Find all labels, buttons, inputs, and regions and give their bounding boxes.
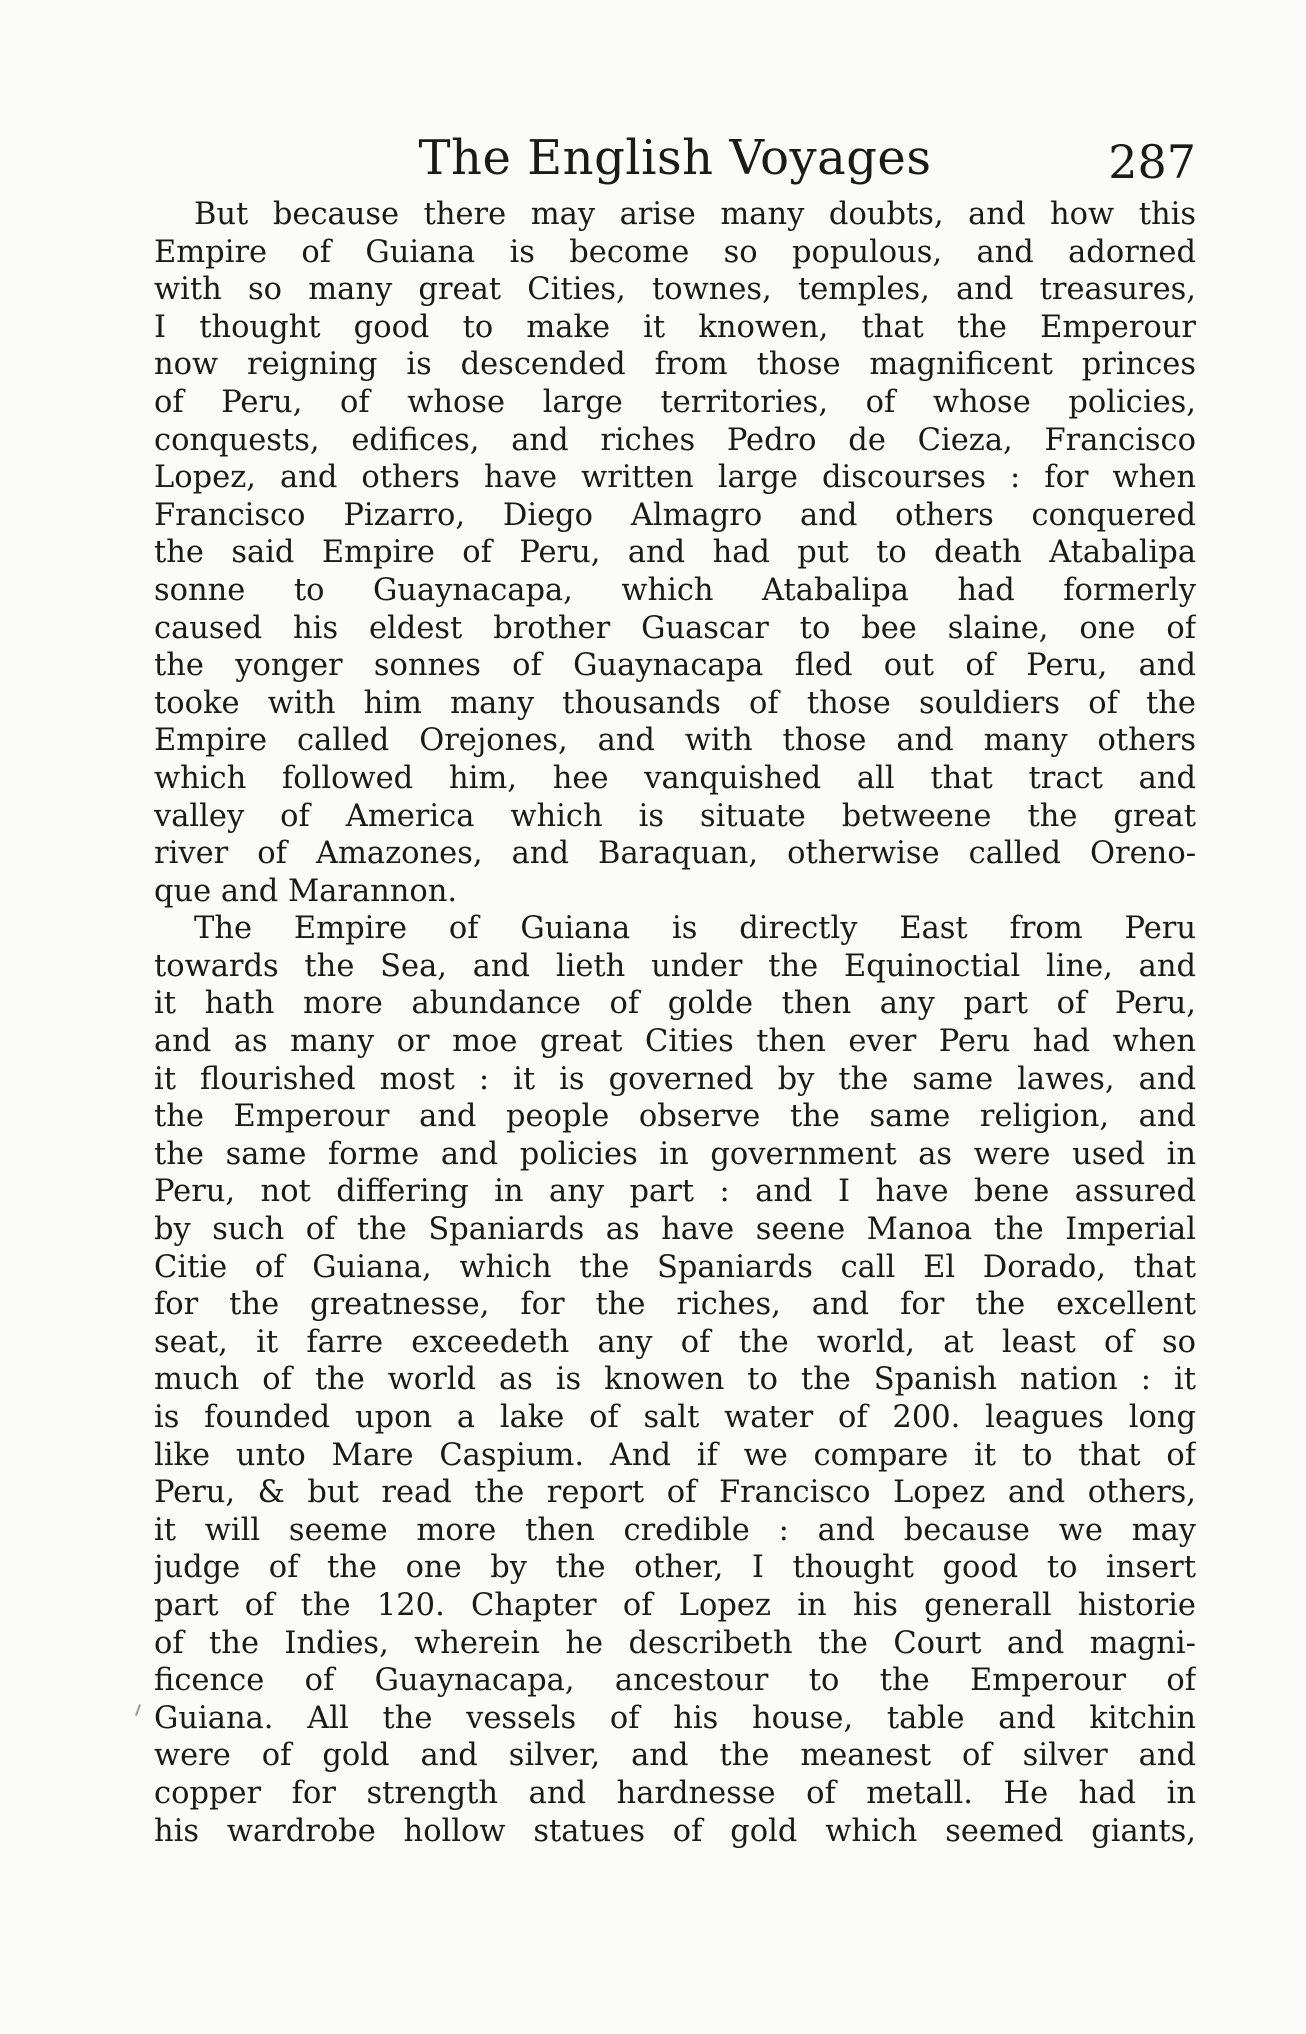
stray-ink-mark — [135, 1704, 141, 1716]
text-line: and as many or moe great Cities then ever Peru had when — [154, 1024, 1196, 1060]
text-line: judge of the one by the other, I thought good to insert — [154, 1550, 1196, 1586]
text-line: valley of America which is situate betweene the great — [154, 798, 1196, 834]
text-line: copper for strength and hardnesse of metall. He had in — [154, 1775, 1196, 1811]
text-line: like unto Mare Caspium. And if we compare it to that of — [154, 1437, 1196, 1473]
running-title: The English Voyages — [418, 130, 932, 186]
text-line: by such of the Spaniards as have seene Manoa the Imperial — [154, 1212, 1196, 1248]
text-line: conquests, edifices, and riches Pedro de Cieza, Francisco — [154, 422, 1196, 458]
text-line: which followed him, hee vanquished all that tract and — [154, 760, 1196, 796]
text-line: caused his eldest brother Guascar to bee slaine, one of — [154, 610, 1196, 646]
text-line: for the greatnesse, for the riches, and for the excellent — [154, 1287, 1196, 1323]
text-line: tooke with him many thousands of those souldiers of the — [154, 685, 1196, 721]
text-line: were of gold and silver, and the meanest of silver and — [154, 1738, 1196, 1774]
text-line: the yonger sonnes of Guaynacapa fled out of Peru, and — [154, 648, 1196, 684]
text-line: it hath more abundance of golde then any part of Peru, — [154, 986, 1196, 1022]
text-line: Peru, & but read the report of Francisco Lopez and others, — [154, 1475, 1196, 1511]
text-line: Citie of Guiana, which the Spaniards call El Dorado, that — [154, 1249, 1196, 1285]
text-line: river of Amazones, and Baraquan, otherwise called Oreno- — [154, 836, 1196, 872]
text-line: Peru, not differing in any part : and I have bene assured — [154, 1174, 1196, 1210]
page-number: 287 — [1108, 135, 1196, 189]
text-line: of Peru, of whose large territories, of whose policies, — [154, 384, 1196, 420]
text-line: But because there may arise many doubts, and how this — [194, 197, 1196, 232]
text-line: is founded upon a lake of salt water of 200. leagues long — [154, 1400, 1196, 1435]
text-line: ficence of Guaynacapa, ancestour to the Emperour of — [154, 1663, 1196, 1699]
text-line: now reigning is descended from those magnificent princes — [154, 347, 1196, 383]
body-text — [154, 196, 1196, 1850]
text-line: the same forme and policies in government as were used in — [154, 1136, 1196, 1172]
text-line: Empire of Guiana is become so populous, and adorned — [154, 234, 1196, 270]
text-line: his wardrobe hollow statues of gold which seemed giants, — [154, 1813, 1196, 1849]
text-line: it will seeme more then credible : and because we may — [154, 1512, 1196, 1548]
text-line: que and Marannon. — [154, 873, 458, 909]
running-head — [154, 128, 1196, 188]
text-line: seat, it farre exceedeth any of the world, at least of so — [154, 1324, 1196, 1360]
text-line: Guiana. All the vessels of his house, table and kitchin — [154, 1700, 1196, 1736]
text-line: it flourished most : it is governed by the same lawes, and — [154, 1061, 1196, 1097]
text-line: much of the world as is knowen to the Spanish nation : it — [154, 1362, 1196, 1398]
text-line: sonne to Guaynacapa, which Atabalipa had formerly — [154, 572, 1196, 608]
text-line: of the Indies, wherein he describeth the Court and magni- — [154, 1625, 1196, 1661]
text-line: the Emperour and people observe the same religion, and — [154, 1099, 1196, 1135]
text-line: The Empire of Guiana is directly East from Peru — [194, 911, 1196, 947]
text-line: Lopez, and others have written large discourses : for when — [154, 460, 1196, 496]
text-line: with so many great Cities, townes, temples, and treasures, — [154, 272, 1196, 308]
text-line: part of the 120. Chapter of Lopez in his generall historie — [154, 1587, 1196, 1623]
text-line: Francisco Pizarro, Diego Almagro and others conquered — [154, 497, 1196, 533]
text-line: towards the Sea, and lieth under the Equinoctial line, and — [154, 948, 1196, 984]
text-line: Empire called Orejones, and with those and many others — [154, 723, 1196, 759]
text-line: I thought good to make it knowen, that the Emperour — [154, 309, 1196, 345]
text-line: the said Empire of Peru, and had put to death Atabalipa — [154, 535, 1196, 571]
